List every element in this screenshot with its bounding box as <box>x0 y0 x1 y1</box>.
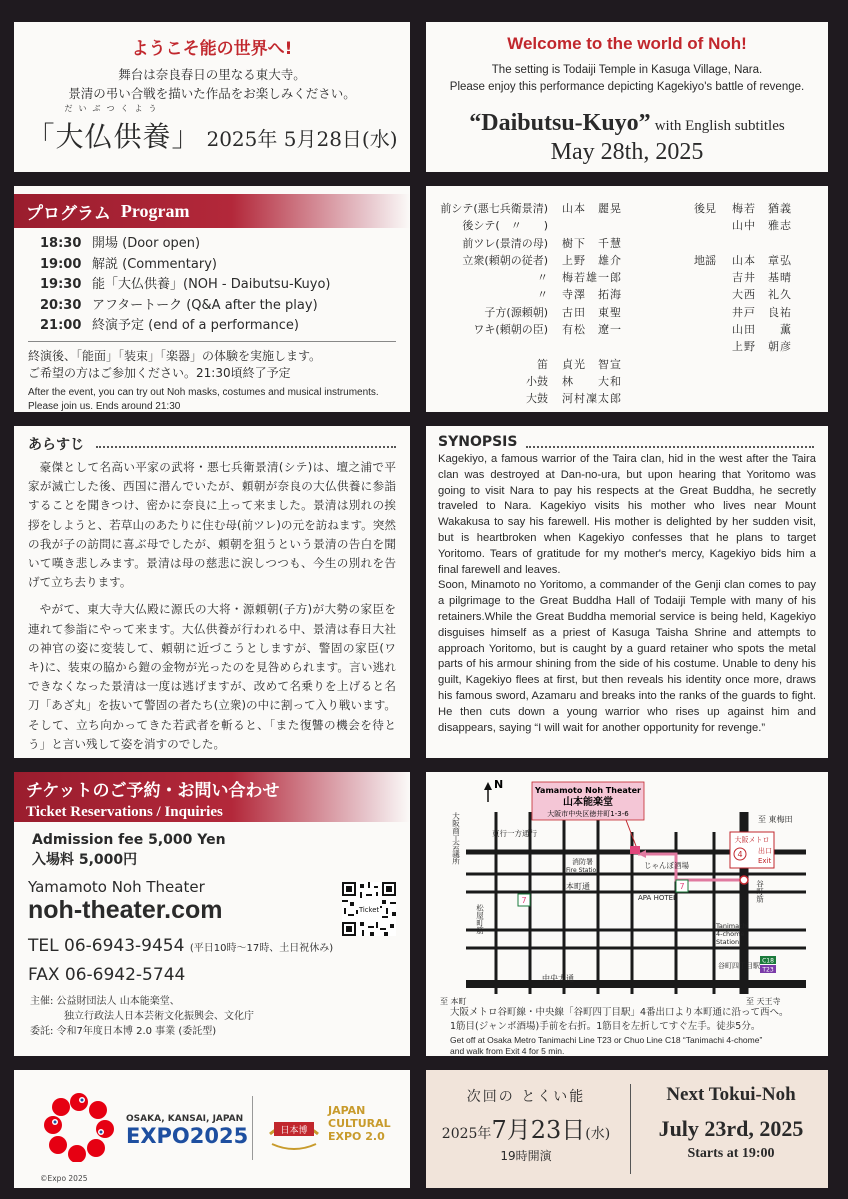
directions-en <box>450 1035 789 1056</box>
synopsis-jp-title: あらすじ <box>28 437 84 453</box>
jce-mark-text: 日本博 <box>280 1126 308 1136</box>
program-panel <box>14 186 410 412</box>
cast-row <box>428 390 636 407</box>
next-performance-panel <box>426 1070 828 1188</box>
north-label: N <box>494 778 504 791</box>
cast-role <box>694 286 732 303</box>
cast-row <box>428 304 636 321</box>
expo-name: EXPO2025 <box>126 1124 249 1148</box>
program-item <box>40 316 410 337</box>
label-janbo: じゃんぼ酒場 <box>644 861 689 870</box>
label-matsuya-suji: 松屋町筋 <box>475 904 485 934</box>
program-note-line2: ご希望の方はご参加ください。21:30頃終了予定 <box>28 365 291 380</box>
synopsis-en-paragraph: Soon, Minamoto no Yoritomo, a commander of the Genji clan comes to pay a pilgrimage to the Great Buddha Hall of Todaiji Temple with many of his retainers.While the Great Buddha memorial service is being held, Kagekiyo disguises himself as a priest of Kasuga Taisha Shrine and attempts to approach Yoritomo, but is caught by a guard retainer who spots the metal parts of his armour shining from the side of his costume. Unable to deny his guilt, Kagekiyo flees at first, but then reveals his identity once more, draws his famous sword, Azamaru and breaks into the ranks of the guards to fight. He then cuts down a young warrior who rises up against him and disappears, saying “I will wait for another opportunity for revenge.” <box>438 579 816 734</box>
cast-row <box>428 200 636 217</box>
cast-name: 山田 薫 <box>732 323 792 337</box>
qr-label: Ticket <box>358 906 380 914</box>
program-item <box>40 275 410 296</box>
qr-code-icon[interactable] <box>342 882 396 936</box>
cast-role <box>428 338 562 355</box>
play-date-en: May 28th, 2025 <box>550 139 704 165</box>
svg-text:7: 7 <box>679 882 685 891</box>
expo-wordmark <box>126 1114 248 1148</box>
cast-role: 小鼓 <box>526 374 548 388</box>
cast-side-list <box>694 200 802 356</box>
cast-main-list <box>428 200 636 408</box>
cast-name: 河村凜太郎 <box>562 392 622 406</box>
cast-name: 大西 礼久 <box>732 288 792 302</box>
station-en-2: 4-chome <box>716 930 745 938</box>
cast-row <box>428 269 636 286</box>
program-banner <box>14 194 410 228</box>
welcome-jp-line2: 景清の弔い合戦を描いた作品をお楽しみください。 <box>68 86 356 101</box>
expo2025-logo-icon <box>44 1092 114 1162</box>
jce-line3: EXPO 2.0 <box>328 1130 385 1143</box>
synopsis-en-title: SYNOPSIS <box>438 434 518 450</box>
program-list <box>40 234 410 337</box>
admission-fee-jp: 入場料 5,000円 <box>32 852 138 868</box>
cast-role <box>694 304 732 321</box>
cast-row <box>694 338 802 355</box>
directions-jp-2: 1筋目(ジャンボ酒場)手前を右折。1筋目を左折してすぐ左手。徒歩5分。 <box>450 1020 761 1032</box>
station-jp: 谷町四丁目駅 <box>718 962 760 970</box>
station-code-t23: T23 <box>762 966 774 974</box>
synopsis-jp-paragraph: 豪傑として名高い平家の武将・悪七兵衛景清(シテ)は、壇之浦で平家が滅亡した後、西国に潜んでいたが、頼朝が奈良の大仏供養に参詣することを聞きつけ、密かに奈良に上って来ました。景清は別れの挨拶をしようと、若草山のあたりに住む母(前ツレ)の元を訪ねます。突然の我が子の訪問に喜ぶ母でしたが、頼朝を狙うという景清の告白を聞いて嘆き悲しみます。景清は母の慈悲に涙しつつも、今生の別れを告げて立ち去ります。 <box>28 460 396 590</box>
exit-jp-label: 出口 <box>758 847 772 855</box>
station-codes <box>760 956 776 974</box>
next-jp-date <box>426 1110 626 1145</box>
next-jp-weekday: (水) <box>585 1126 611 1142</box>
program-label: 能「大仏供養」(NOH - Daibutsu-Kuyo) <box>92 277 331 292</box>
cast-name: 山中 雅志 <box>732 219 792 233</box>
next-jp-day: 7月23日 <box>491 1116 586 1144</box>
cast-role: 〃 <box>537 271 548 285</box>
jce-line1: JAPAN <box>328 1104 366 1117</box>
cast-role <box>694 235 732 252</box>
program-note-en: After the event, you can try out Noh masks, costumes and musical instruments. Please join us. Ends around 21:30 <box>28 386 379 412</box>
welcome-en-title: Welcome to the world of Noh! <box>507 34 747 53</box>
cast-row <box>694 269 802 286</box>
program-time: 19:30 <box>40 277 82 292</box>
label-fire-en: Fire Station <box>566 867 600 874</box>
cast-name: 貞光 智宣 <box>562 357 622 371</box>
label-to-tennoji: 至 天王寺 <box>746 997 781 1006</box>
cast-name <box>562 338 636 355</box>
welcome-jp-title: ようこそ能の世界へ! <box>131 39 293 59</box>
cast-role: 立衆(頼朝の従者) <box>462 253 548 267</box>
theater-callout <box>532 782 644 846</box>
welcome-en-line2: Please enjoy this performance depicting Kagekiyo's battle of revenge. <box>449 81 805 93</box>
welcome-jp-line1: 舞台は奈良春日の里なる東大寺。 <box>118 67 306 82</box>
theater-address: 大阪市中央区徳井町1-3-6 <box>547 810 629 818</box>
label-apa-hotel: APA HOTEL <box>638 894 677 902</box>
exit-number: 4 <box>737 850 743 859</box>
program-time: 20:30 <box>40 297 82 313</box>
cast-role: 後シテ( 〃 ) <box>462 219 548 233</box>
cast-row <box>694 200 802 217</box>
cast-row <box>694 286 802 303</box>
cast-role <box>694 217 732 234</box>
synopsis-en-panel <box>426 426 828 758</box>
label-tanimachi-suji: 谷町筋 <box>755 880 765 903</box>
ticket-banner <box>14 772 410 822</box>
organizer-line: 主催: 公益財団法人 山本能楽堂、 <box>30 996 180 1007</box>
exit-en-label: Exit <box>758 857 772 865</box>
synopsis-jp-panel <box>14 426 410 758</box>
synopsis-jp-dotted-rule <box>96 446 396 448</box>
exit-point-icon <box>740 876 748 884</box>
cast-name: 樹下 千慧 <box>562 236 622 250</box>
program-label: 解説 (Commentary) <box>92 256 217 272</box>
play-name-jp-text: 「大仏供養」 <box>26 120 201 153</box>
play-subtitle-note: with English subtitles <box>654 118 785 134</box>
cast-name: 山本 麗晃 <box>562 202 622 215</box>
directions-jp-1: 大阪メトロ谷町線・中央線「谷町四丁目駅」4番出口より本町通に沿って西へ。 <box>450 1007 789 1018</box>
cast-name <box>562 217 636 234</box>
play-name-en: “Daibutsu-Kuyo” <box>469 110 651 136</box>
next-en-block <box>634 1084 828 1162</box>
station-en-3: Station <box>716 938 740 946</box>
map-directions <box>450 1006 789 1056</box>
synopsis-jp-body <box>28 458 396 754</box>
cast-row-spacer <box>428 338 636 355</box>
program-time: 21:00 <box>40 318 82 333</box>
japan-cultural-expo-logo-icon <box>266 1100 322 1156</box>
admission-fee <box>32 830 410 870</box>
cast-name: 寺澤 拓海 <box>562 288 622 302</box>
cast-row <box>428 321 636 338</box>
expo-panel <box>14 1070 410 1188</box>
svg-text:7: 7 <box>521 896 527 905</box>
next-jp-heading: 次回の とくい能 <box>466 1089 586 1105</box>
phone-number[interactable]: TEL 06-6943-9454 <box>28 936 185 956</box>
play-name-jp <box>26 104 201 155</box>
jce-line2: CULTURAL <box>328 1117 391 1130</box>
expo-copyright: ©Expo 2025 <box>40 1174 88 1183</box>
cast-row <box>428 286 636 303</box>
organizers <box>30 994 410 1039</box>
next-en-date: July 23rd, 2025 <box>658 1116 804 1141</box>
cast-role: 地謡 <box>694 253 716 267</box>
cast-name: 上野 朝彦 <box>732 340 792 354</box>
label-fire-jp: 消防署 <box>572 858 593 866</box>
directions-en-2: and walk from Exit 4 for 5 min. <box>450 1046 565 1056</box>
cast-role: 笛 <box>537 357 548 371</box>
welcome-en-panel <box>426 22 828 172</box>
cast-name: 山本 章弘 <box>732 253 792 267</box>
label-to-umeda: 至 東梅田 <box>758 815 793 824</box>
synopsis-en-body <box>438 452 816 736</box>
program-note <box>28 341 396 413</box>
ticket-banner-jp: チケットのご予約・お問い合わせ <box>26 781 280 801</box>
ticket-banner-en: Ticket Reservations / Inquiries <box>26 804 223 820</box>
welcome-en-title-row <box>426 110 828 137</box>
cast-name: 吉井 基晴 <box>732 271 792 285</box>
cast-name: 古田 東聖 <box>562 305 622 319</box>
organizer-line: 委託: 令和7年度日本博 2.0 事業 (委託型) <box>30 1026 217 1037</box>
next-en-time: Starts at 19:00 <box>687 1146 775 1161</box>
cast-row <box>694 321 802 338</box>
phone-line <box>28 933 410 962</box>
label-one-way: 東行一方通行 <box>492 829 537 838</box>
exit-metro-label: 大阪メトロ <box>734 836 770 844</box>
website-link[interactable]: noh-theater.com <box>28 896 223 924</box>
jce-wordmark <box>328 1104 391 1143</box>
synopsis-en-dotted-rule <box>526 446 814 448</box>
cast-name: 上野 雄介 <box>562 253 622 267</box>
program-time: 19:00 <box>40 256 82 272</box>
cast-row-spacer <box>694 235 802 252</box>
next-jp-year: 2025年 <box>441 1126 492 1142</box>
cast-name: 梅若雄一郎 <box>562 271 622 285</box>
north-arrow-icon <box>484 778 503 802</box>
welcome-jp-panel <box>14 22 410 172</box>
program-label: 開場 (Door open) <box>92 236 201 251</box>
cast-row <box>428 217 636 234</box>
cast-role <box>694 269 732 286</box>
ticket-panel <box>14 772 410 1056</box>
cast-role: 子方(源頼朝) <box>484 305 548 319</box>
cast-row <box>694 304 802 321</box>
cast-row <box>428 235 636 252</box>
expo-location: OSAKA, KANSAI, JAPAN <box>126 1114 244 1124</box>
label-to-honmachi: 至 本町 <box>440 997 467 1006</box>
label-chuo-odori: 中央大通 <box>542 974 574 983</box>
cast-role: 前ツレ(景清の母) <box>462 236 548 250</box>
next-en-heading: Next Tokui-Noh <box>666 1084 796 1105</box>
cast-row <box>428 252 636 269</box>
program-label: アフタートーク (Q&A after the play) <box>92 297 318 313</box>
cast-name: 井戸 良祐 <box>732 305 792 319</box>
cast-role: 大鼓 <box>526 392 548 406</box>
cast-row <box>428 373 636 390</box>
program-label: 終演予定 (end of a performance) <box>92 318 299 333</box>
next-jp-block <box>426 1086 626 1164</box>
theater-callout-jp: 山本能楽堂 <box>563 797 613 808</box>
program-time: 18:30 <box>40 236 82 251</box>
label-honmachi-dori: 本町通 <box>566 882 590 891</box>
program-item <box>40 234 410 255</box>
welcome-jp-lead <box>14 65 410 103</box>
cast-row <box>694 252 802 269</box>
cast-role: 前シテ(悪七兵衛景清) <box>440 202 548 215</box>
exit-4-sign <box>730 832 774 868</box>
station-code-c18: C18 <box>762 957 774 965</box>
cast-name: 林 大和 <box>562 374 622 388</box>
welcome-en-line1: The setting is Todaiji Temple in Kasuga Village, Nara. <box>491 64 763 76</box>
welcome-jp-title-row <box>14 104 410 155</box>
play-date-jp: 2025年 5月28日(水) <box>206 127 398 151</box>
label-chamber: 大阪商工会議所 <box>451 812 461 865</box>
admission-fee-en: Admission fee 5,000 Yen <box>32 832 226 848</box>
program-banner-en: Program <box>120 200 190 221</box>
logo-divider <box>252 1096 253 1160</box>
cast-name: 梅若 猶義 <box>732 202 792 215</box>
cast-role: ワキ(頼朝の臣) <box>473 323 548 337</box>
cast-role: 〃 <box>537 288 548 302</box>
cast-panel <box>426 186 828 412</box>
map-panel <box>426 772 828 1056</box>
theater-callout-en: Yamamoto Noh Theater <box>535 786 641 795</box>
welcome-en-lead <box>426 62 828 96</box>
theater-marker-icon <box>630 846 640 854</box>
program-item <box>40 255 410 276</box>
cast-name: 有松 遼一 <box>562 323 622 337</box>
phone-hours: (平日10時～17時、土日祝休み) <box>189 943 334 954</box>
play-name-ruby: だいぶつくよう <box>64 104 163 113</box>
synopsis-en-paragraph: Kagekiyo, a famous warrior of the Taira clan, hid in the west after the Taira clan was destroyed at Dan-no-ura, but upon hearing that Yoritomo was going to visit Nara to pay his respects at the Great Buddha, he secretly traveled to Nara. Kagekiyo visits his mother who lives near Mount Wakakusa to say his farewell. His mother is delighted by her sudden visit, but is heartbroken when Kagekiyo confesses that he plans to target Yoritomo. Tears of gratitude for my mother's mercy, Kagekiyo bids him a final farewell and leaves. <box>438 453 816 576</box>
program-note-line1: 終演後、「能面」「装束」「楽器」の体験を実施します。 <box>28 348 322 363</box>
directions-en-1: Get off at Osaka Metro Tanimachi Line T23 or Chuo Line C18 “Tanimachi 4-chome” <box>450 1035 763 1045</box>
cast-row <box>694 217 802 234</box>
program-item <box>40 296 410 317</box>
fax-number: FAX 06-6942-5744 <box>28 965 186 985</box>
cast-role <box>694 321 732 338</box>
cast-role: 後見 <box>694 202 716 215</box>
program-banner-jp: プログラム <box>26 203 111 224</box>
station-en-1: Tanimachi <box>716 922 749 930</box>
theater-name: Yamamoto Noh Theater <box>28 878 205 896</box>
cast-name <box>732 235 802 252</box>
organizer-line: 独立行政法人日本芸術文化振興会、文化庁 <box>64 1011 254 1022</box>
cast-role <box>694 338 732 355</box>
contact-phones <box>28 933 410 988</box>
next-jp-time: 19時開演 <box>500 1149 552 1163</box>
cast-row <box>428 356 636 373</box>
next-divider <box>630 1084 631 1174</box>
synopsis-jp-paragraph: やがて、東大寺大仏殿に源氏の大将・源頼朝(子方)が大勢の家臣を連れて参詣にやって来ます。大仏供養が行われる中、景清は春日大社の神官の姿に変装して、頼朝に近づこうとしますが、警固の家臣(ワキ)に、装束の脇から鎧の金物が光ったのを見咎められます。言い逃れできなくなった景清は一度は逃げますが、改めて名乗りを上げると名刀「あざ丸」を抜いて警固の者たち(立衆)の中に割って入り戦います。そして、立ち向かってきた若武者を斬ると、「また復讐の機会を待とう」と言い残して姿を消すのでした。 <box>28 602 396 751</box>
